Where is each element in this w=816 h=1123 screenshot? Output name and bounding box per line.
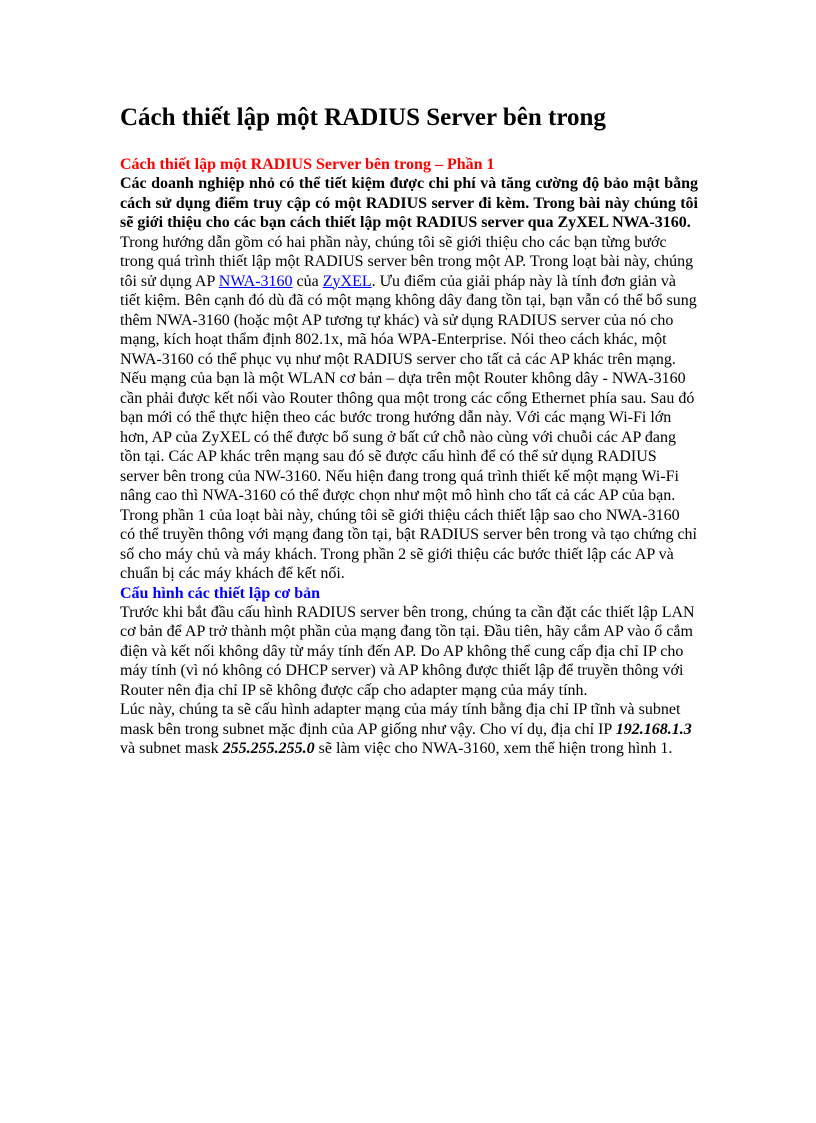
document-page — [120, 101, 698, 759]
paragraph-text: sẽ làm việc cho NWA-3160, xem thể hiện trong hình 1. — [314, 740, 673, 757]
paragraph-wlan: Nếu mạng của bạn là một WLAN cơ bản – dựa trên một Router không dây - NWA-3160 cần phải được kết nối vào Router thông qua một trong các cổng Ethernet phía sau. Sau đó bạn mới có thể thực hiện theo các bước trong hướng dẫn này. Với các mạng Wi-Fi lớn hơn, AP của ZyXEL có thể được bổ sung ở bất cứ chỗ nào cùng với chuỗi các AP đang tồn tại. Các AP khác trên mạng sau đó sẽ được cấu hình để có thể sử dụng RADIUS server bên trong của NW-3160. Nếu hiện đang trong quá trình thiết kế một mạng Wi-Fi nâng cao thì NWA-3160 có thể được chọn như một mô hình cho tất cả các AP của bạn. — [120, 370, 695, 504]
section2-heading: Cấu hình các thiết lập cơ bản — [120, 584, 320, 602]
paragraph-text: của — [292, 272, 323, 290]
paragraph-part1-overview: Trong phần 1 của loạt bài này, chúng tôi sẽ giới thiệu cách thiết lập sao cho NWA-3160 có thể truyền thông với mạng đang tồn tại, bật RADIUS server bên trong và tạo chứng chỉ số cho máy chủ và máy khách. Trong phần 2 sẽ giới thiệu các bước thiết lập các AP và chuẩn bị các máy khách để kết nối. — [120, 506, 697, 582]
link-zyxel[interactable]: ZyXEL — [322, 272, 372, 290]
lead-paragraph: Các doanh nghiệp nhỏ có thể tiết kiệm được chi phí và tăng cường độ bảo mật bằng cách sử dụng điểm truy cập có một RADIUS server đi kèm. Trong bài này chúng tôi sẽ giới thiệu cho các bạn cách thiết lập một RADIUS server qua ZyXEL NWA-3160. — [120, 175, 698, 231]
ip-address-value: 192.168.1.3 — [615, 720, 692, 738]
paragraph-static-ip — [120, 700, 698, 759]
paragraph-intro — [120, 233, 698, 370]
paragraph-text: Lúc này, chúng ta sẽ cấu hình adapter mạng của máy tính bằng địa chỉ IP tĩnh và subnet mask bên trong subnet mặc định của AP giống như vậy. Cho ví dụ, địa chỉ IP — [120, 701, 681, 738]
paragraph-basic-settings: Trước khi bắt đầu cấu hình RADIUS server bên trong, chúng ta cần đặt các thiết lập LAN cơ bản để AP trở thành một phần của mạng đang tồn tại. Đầu tiên, hãy cắm AP vào ổ cắm điện và kết nối không dây từ máy tính đến AP. Do AP không thể cung cấp địa chỉ IP cho máy tính (vì nó không có DHCP server) và AP không được thiết lập để truyền thông với Router nên địa chỉ IP sẽ không được cấp cho adapter mạng của máy tính. — [120, 603, 695, 699]
paragraph-text: . Ưu điểm của giải pháp này là tính đơn giản và tiết kiệm. Bên cạnh đó dù đã có một mạng không dây đang tồn tại, bạn vẫn có thể bổ sung thêm NWA-3160 (hoặc một AP tương tự khác) và sử dụng RADIUS server của nó cho mạng, kích hoạt thẩm định 802.1x, mã hóa WPA-Enterprise. Nói theo cách khác, một NWA-3160 có thể phục vụ như một RADIUS server cho tất cả các AP khác trên mạng. — [120, 272, 697, 368]
subnet-mask-value: 255.255.255.0 — [222, 740, 315, 757]
paragraph-text: Trong hướng dẫn gồm có hai phần này, chúng tôi sẽ giới thiệu cho các bạn từng bước trong quá trình thiết lập một RADIUS server bên trong một AP. Trong loạt bài này, chúng tôi sử dụng AP — [120, 233, 694, 290]
paragraph-text: và subnet mask — [120, 740, 223, 757]
section1-heading: Cách thiết lập một RADIUS Server bên trong – Phần 1 — [120, 156, 495, 173]
page-title: Cách thiết lập một RADIUS Server bên trong — [120, 104, 606, 131]
link-nwa-3160[interactable]: NWA-3160 — [218, 272, 293, 290]
